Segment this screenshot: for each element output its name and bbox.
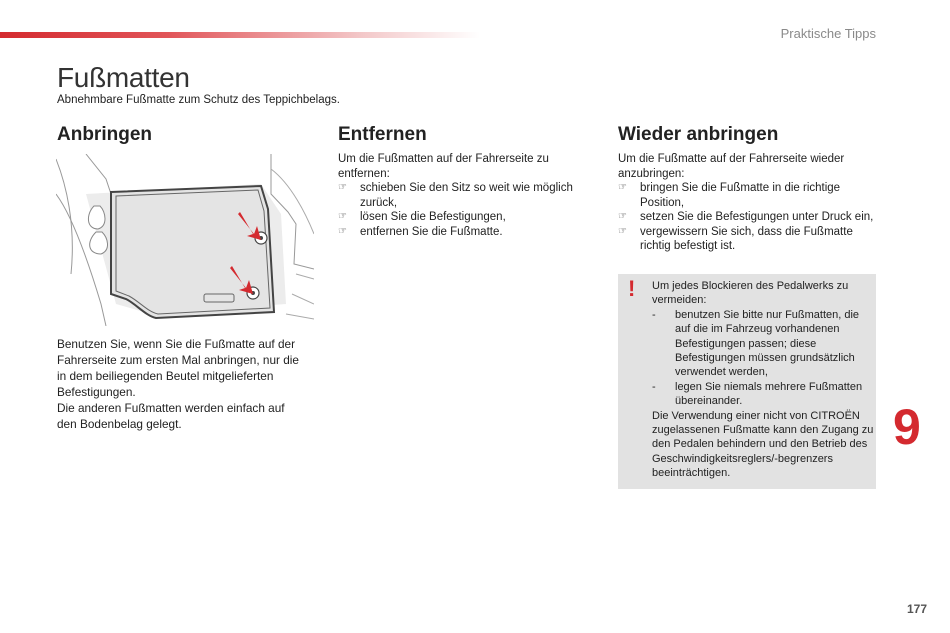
- page-title: Fußmatten: [57, 62, 190, 93]
- entfernen-steps: [338, 181, 593, 239]
- pointing-hand-icon: ☞: [338, 225, 347, 237]
- page-subtitle: Abnehmbare Fußmatte zum Schutz des Teppichbelags.: [57, 94, 340, 106]
- warning-intro: Um jedes Blockieren des Pedalwerks zu vermeiden:: [652, 280, 849, 307]
- list-item: ☞ lösen Sie die Befestigungen,: [338, 211, 506, 223]
- exclamation-icon: !: [628, 276, 636, 301]
- heading-anbringen: Anbringen: [57, 124, 152, 145]
- list-item: ☞ bringen Sie die Fußmatte in die richtige Position,: [618, 182, 841, 209]
- anbringen-paragraph-1: Benutzen Sie, wenn Sie die Fußmatte auf der Fahrerseite zum ersten Mal anbringen, nur die in dem beiliegenden Beutel mitgelieferten Befestigungen.: [57, 337, 299, 399]
- list-item: ☞ vergewissern Sie sich, dass die Fußmatte richtig befestigt ist.: [618, 225, 853, 252]
- header-accent-bar: [0, 32, 480, 38]
- floor-mat-illustration: [56, 154, 314, 326]
- list-item: ☞ setzen Sie die Befestigungen unter Druck ein,: [618, 211, 874, 223]
- entfernen-intro: Um die Fußmatten auf der Fahrerseite zu entfernen:: [338, 153, 549, 180]
- chapter-number: 9: [893, 399, 921, 455]
- pointing-hand-icon: ☞: [618, 211, 627, 222]
- heading-wieder-anbringen: Wieder anbringen: [618, 124, 779, 145]
- pointing-hand-icon: ☞: [618, 225, 627, 237]
- wieder-anbringen-text: [618, 152, 878, 254]
- warning-text: [652, 279, 874, 481]
- warning-items: [652, 308, 874, 409]
- section-label: Praktische Tipps: [780, 26, 876, 41]
- list-item: ☞ entfernen Sie die Fußmatte.: [338, 225, 503, 238]
- wieder-anbringen-steps: [618, 181, 878, 254]
- list-item: - benutzen Sie bitte nur Fußmatten, die auf die im Fahrzeug vorhandenen Befestigungen passen; diese Befestigungen müssen grundsätzlich verwendet werden,: [652, 308, 860, 379]
- warning-closing: Die Verwendung einer nicht von CITROËN zugelassenen Fußmatte kann den Zugang zu den Pedalen behindern und den Betrieb des Geschwindigkeitsreglers/-begrenzers beeinträchtigen.: [652, 409, 874, 480]
- pointing-hand-icon: ☞: [338, 182, 347, 193]
- pointing-hand-icon: ☞: [618, 182, 627, 193]
- anbringen-text: [57, 336, 307, 432]
- page-number: 177: [906, 602, 927, 616]
- warning-box: [618, 274, 876, 489]
- dash-marker: -: [652, 380, 656, 393]
- heading-entfernen: Entfernen: [338, 124, 427, 145]
- anbringen-paragraph-2: Die anderen Fußmatten werden einfach auf den Bodenbelag gelegt.: [57, 401, 285, 431]
- wieder-anbringen-intro: Um die Fußmatte auf der Fahrerseite wieder anzubringen:: [618, 153, 845, 180]
- list-item: ☞ schieben Sie den Sitz so weit wie möglich zurück,: [338, 182, 573, 209]
- list-item: - legen Sie niemals mehrere Fußmatten übereinander.: [652, 380, 863, 408]
- pointing-hand-icon: ☞: [338, 211, 347, 222]
- entfernen-text: [338, 152, 593, 239]
- dash-marker: -: [652, 308, 656, 321]
